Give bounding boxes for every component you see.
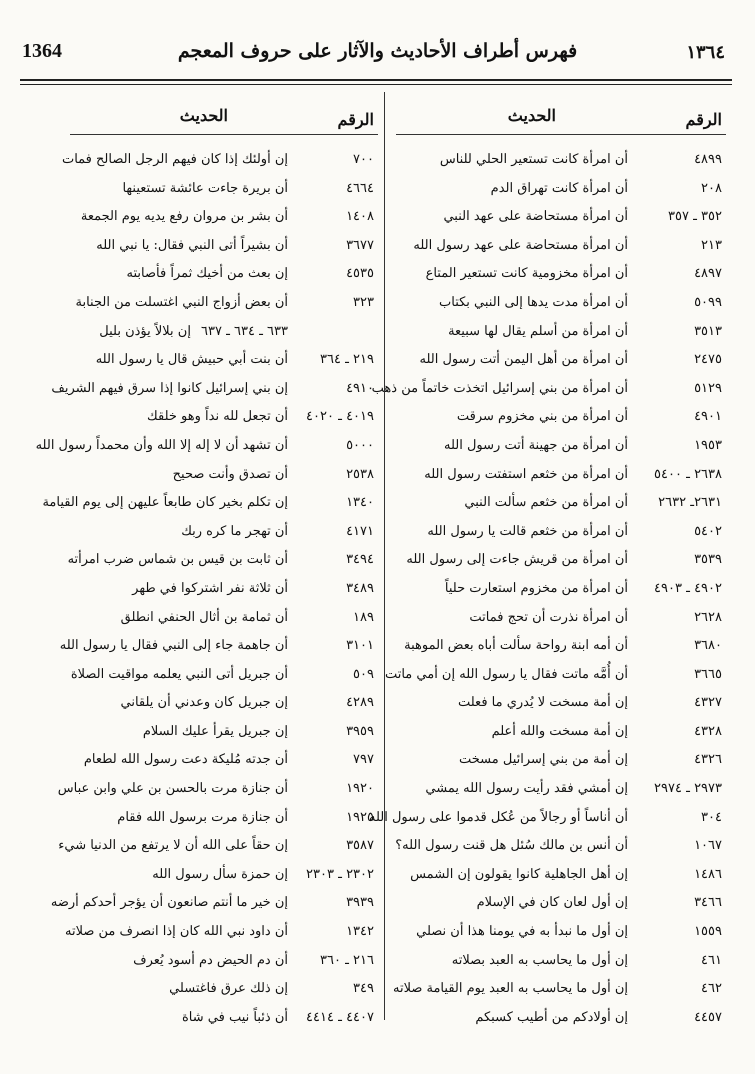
entry-number: ٤٨٩٧ [694, 266, 722, 282]
entry-text-inline: إن بلالاً يؤذن بليل [99, 323, 191, 339]
text-heading: الحديث [507, 106, 556, 125]
entry-number: ٤٩١٠ [346, 380, 374, 396]
index-entry [396, 461, 726, 490]
entry-text: أن ثابت بن قيس بن شماس ضرب امرأته [67, 552, 288, 568]
text-heading: الحديث [179, 106, 228, 125]
entry-number: ٣٩٣٩ [346, 895, 374, 911]
entry-number: ٤٢٨٩ [346, 695, 374, 711]
entry-number: ٤٤٠٧ ـ ٤٤١٤ [306, 1009, 374, 1025]
entry-text: إن جبريل يقرأ عليك السلام [142, 723, 288, 739]
entry-text: أن امرأة من أهل اليمن أتت رسول الله [419, 352, 628, 368]
index-entry [57, 775, 378, 804]
entry-text: أن امرأة من بني مخزوم سرقت [456, 409, 628, 425]
entry-number: ٢١٩ ـ ٣٦٤ [320, 352, 374, 368]
index-entry [396, 689, 726, 718]
entry-number: ٢١٣ [701, 237, 722, 253]
entry-text: إن جبريل كان وعدني أن يلقاني [120, 695, 288, 711]
entry-number: ٤٣٢٧ [694, 695, 722, 711]
index-entry [396, 546, 726, 575]
entry-text: أن جنازة مرت بالحسن بن علي وابن عباس [57, 781, 288, 797]
index-entry [70, 403, 378, 432]
entry-text: أن جدته مُليكة دعت رسول الله لطعام [83, 752, 288, 768]
entry-text: أن امرأة كانت تهراق الدم [490, 180, 628, 196]
index-entry [70, 661, 378, 690]
index-entry [396, 775, 726, 804]
index-entry [70, 689, 378, 718]
entry-number: ٢٥٣٨ [346, 466, 374, 482]
entry-text: أن بنت أبي حبيش قال يا رسول الله [95, 352, 288, 368]
index-entry [396, 260, 726, 289]
entry-text: أن أمه ابنة رواحة سألت أباه بعض الموهبة [404, 638, 628, 654]
entry-number: ٣٤٩ [353, 981, 374, 997]
entry-text: أن بريرة جاءت عائشة تستعينها [122, 180, 288, 196]
entry-number: ٤٥٣٥ [346, 266, 374, 282]
entry-text: أن تجعل لله نداً وهو خلقك [147, 409, 288, 425]
entry-number: ١٩٢٥ [346, 809, 374, 825]
index-entry [70, 518, 378, 547]
index-entry [396, 518, 726, 547]
index-entry [70, 346, 378, 375]
entry-number: ٣١٠١ [346, 638, 374, 654]
entry-text: أن تهجر ما كره ربك [181, 523, 288, 539]
entry-number: ٣٦٧٧ [346, 237, 374, 253]
entry-text: إن أول لعان كان في الإسلام [476, 895, 628, 911]
entry-number: ٢٦٣٨ ـ ٥٤٠٠ [654, 466, 722, 482]
index-entry [70, 575, 378, 604]
entry-text: إن أول ما نبدأ به في يومنا هذا أن نصلي [416, 924, 628, 940]
entry-number: ٤٣٢٨ [694, 723, 722, 739]
index-entry [70, 203, 378, 232]
index-entry [70, 232, 378, 261]
entry-number: ٤٣٢٦ [694, 752, 722, 768]
entry-number: ٢٤٧٥ [694, 352, 722, 368]
index-entry [396, 346, 726, 375]
entry-number: ٥٤٠٢ [694, 523, 722, 539]
index-entry [70, 604, 378, 633]
entry-text: أن امرأة من بني إسرائيل اتخذت خاتماً من ذهب [371, 380, 628, 396]
entry-text: إن أول ما يحاسب به العبد بصلاته [451, 952, 628, 968]
index-entry [70, 260, 378, 289]
entry-text: أن امرأة من قريش جاءت إلى رسول الله [406, 552, 628, 568]
column-header [70, 92, 378, 129]
entry-text: أن امرأة من خثعم سألت النبي [464, 495, 628, 511]
entry-number: ٣٥٨٧ [346, 838, 374, 854]
index-entry [59, 632, 378, 661]
index-entry [396, 604, 726, 633]
index-entry [396, 489, 726, 518]
entry-number: ٣٤٦٦ [694, 895, 722, 911]
entry-text: إن أول ما يحاسب به العبد يوم القيامة صلاته [392, 981, 628, 997]
index-entry [371, 375, 726, 404]
entry-text: أن جاهمة جاء إلى النبي فقال يا رسول الله [59, 638, 288, 654]
entry-text: أن امرأة مدت يدها إلى النبي بكتاب [439, 294, 628, 310]
entry-number: ١٤٠٨ [346, 209, 374, 225]
index-entry [70, 746, 378, 775]
column-divider [384, 92, 385, 1020]
entry-number: ١٩٥٣ [694, 437, 722, 453]
entry-text: أن امرأة كانت تستعير الحلي للناس [439, 152, 628, 167]
index-entry [70, 461, 378, 490]
index-entry [392, 975, 726, 1004]
entry-text: أن امرأة نذرت أن تحج فماتت [469, 609, 628, 625]
entry-text: أن امرأة من جهينة أتت رسول الله [444, 437, 628, 453]
index-entry [396, 889, 726, 918]
index-entry [396, 289, 726, 318]
entry-number: ٤٩٠١ [694, 409, 722, 425]
index-entry [35, 432, 378, 461]
entry-text: إن أمة من بني إسرائيل مسخت [459, 752, 628, 768]
entry-number: ٣٠٤ [701, 809, 722, 825]
entry-number: ١٠٦٧ [694, 838, 722, 854]
entry-text: أن امرأة مستحاضة على عهد رسول الله [413, 237, 628, 253]
heading-rule [70, 134, 378, 135]
entry-number: ٤٨٩٩ [694, 152, 722, 167]
entry-number: ٥٠٩٩ [694, 294, 722, 310]
entry-text: أن امرأة من خثعم قالت يا رسول الله [427, 523, 628, 539]
entry-number: ٣٩٥٩ [346, 723, 374, 739]
index-entry [70, 318, 378, 347]
entry-text: أن تشهد أن لا إله إلا الله وأن محمداً رسول الله [35, 437, 288, 453]
entry-number: ٤٤٥٧ [694, 1009, 722, 1025]
entry-number: ١٨٩ [353, 609, 374, 625]
entry-number: ١٣٤٠ [346, 495, 374, 511]
entry-text: أن ثمامة بن أثال الحنفي انطلق [120, 609, 288, 625]
index-entry [70, 861, 378, 890]
entry-number: ٥٠٠٠ [346, 437, 374, 453]
index-entry [396, 432, 726, 461]
entry-text: أن بعض أزواج النبي اغتسلت من الجنابة [75, 294, 288, 310]
index-entry [61, 146, 378, 175]
entry-number: ١٤٨٦ [694, 866, 722, 882]
entry-number: ٧٩٧ [353, 752, 374, 768]
index-entry [396, 718, 726, 747]
entry-number: ١٣٤٢ [346, 924, 374, 940]
entry-text: أن امرأة من خثعم استفتت رسول الله [424, 466, 628, 482]
index-entry [396, 175, 726, 204]
entry-number: ١٥٥٩ [694, 924, 722, 940]
entry-text: أن جنازة مرت برسول الله فقام [117, 809, 288, 825]
entry-number: ٣٥١٣ [694, 323, 722, 339]
entry-number: ٢٦٢٨ [694, 609, 722, 625]
index-entry [67, 546, 378, 575]
entry-text: أن ثلاثة نفر اشتركوا في طهر [132, 580, 288, 596]
index-entry [50, 889, 378, 918]
heading-rule [396, 134, 726, 135]
entry-text: أن أُمَّه ماتت فقال يا رسول الله إن أمي ماتت [384, 666, 628, 682]
entry-number: ٤٦٦٤ [346, 180, 374, 196]
index-entry [64, 918, 378, 947]
entry-number: ٢١٦ ـ ٣٦٠ [320, 952, 374, 968]
entry-text: إن خير ما أنتم صانعون أن يؤجر أحدكم أرضه [50, 895, 288, 911]
index-entry [70, 804, 378, 833]
entry-text: أن تصدق وأنت صحيح [172, 466, 288, 482]
index-entry [51, 375, 378, 404]
index-entry [70, 975, 378, 1004]
entry-text: أن امرأة مخزومية كانت تستعير المتاع [425, 266, 628, 282]
index-entry [396, 832, 726, 861]
entry-text: أن دم الحيض دم أسود يُعرف [133, 952, 288, 968]
index-entry [42, 489, 378, 518]
entry-number: ٥٠٩ [353, 666, 374, 682]
number-heading: الرقم [337, 110, 374, 129]
entry-text: أن أناساً أو رجالاً من عُكل قدموا على رسول الله [368, 809, 628, 825]
entry-number: ٢٦٣١ـ ٢٦٣٢ [658, 495, 722, 511]
entry-number: ٤٦٢ [701, 981, 722, 997]
entry-number: ٣٥٣٩ [694, 552, 722, 568]
index-entry [70, 947, 378, 976]
index-entry [70, 289, 378, 318]
entry-text: إن حقاً على الله أن لا يرتفع من الدنيا شيء [58, 838, 288, 854]
index-entry [396, 318, 726, 347]
index-entry [396, 746, 726, 775]
entry-text: أن ذئباً نيب في شاة [182, 1009, 288, 1025]
entry-text: إن بني إسرائيل كانوا إذا سرق فيهم الشريف [51, 380, 288, 396]
index-entry [396, 918, 726, 947]
entry-number: ٥١٢٩ [694, 380, 722, 396]
index-entry [396, 146, 726, 175]
entry-number: ٣٥٢ ـ ٣٥٧ [668, 209, 722, 225]
entry-text: إن بعث من أخيك ثمراً فأصابته [126, 266, 288, 282]
entry-number: ٧٠٠ [353, 152, 374, 167]
index-entry [396, 1004, 726, 1033]
entry-number: ١٩٢٠ [346, 781, 374, 797]
index-entry [368, 804, 726, 833]
entry-list [368, 146, 726, 1032]
index-entry [396, 203, 726, 232]
index-entry [396, 575, 726, 604]
entry-text: أن بشيراً أتى النبي فقال: يا نبي الله [96, 237, 288, 253]
page-title: فهرس أطراف الأحاديث والآثار على حروف المعجم [177, 40, 578, 62]
left-column [35, 92, 378, 1025]
entry-number-inline: ٦٣٣ ـ ٦٣٤ ـ ٦٣٧ [200, 323, 288, 339]
column-header [396, 92, 726, 129]
entry-text: أن جبريل أتى النبي يعلمه مواقيت الصلاة [70, 666, 288, 682]
entry-number: ٤١٧١ [346, 523, 374, 539]
index-entry [58, 832, 378, 861]
index-entry [70, 718, 378, 747]
entry-list [35, 146, 378, 1032]
page-number-left: 1364 [22, 40, 62, 62]
entry-text: إن أولئك إذا كان فيهم الرجل الصالح فمات [61, 152, 288, 167]
entry-text: أن أنس بن مالك سُئل هل قنت رسول الله؟ [395, 838, 628, 854]
index-entry [396, 947, 726, 976]
entry-number: ٢٠٨ [701, 180, 722, 196]
header-rule [20, 79, 732, 85]
entry-text: إن أولادكم من أطيب كسبكم [475, 1009, 628, 1025]
entry-number: ٤٩٠٢ ـ ٤٩٠٣ [654, 580, 722, 596]
entry-text: أن امرأة مستحاضة على عهد النبي [443, 209, 628, 225]
entry-number: ٣٤٨٩ [346, 580, 374, 596]
number-heading: الرقم [685, 110, 722, 129]
entry-text: إن ذلك عرق فاغتسلي [169, 981, 288, 997]
entry-number: ٣٤٩٤ [346, 552, 374, 568]
index-entry [396, 403, 726, 432]
entry-text: إن أهل الجاهلية كانوا يقولون إن الشمس [410, 866, 628, 882]
entry-number: ٣٢٣ [353, 294, 374, 310]
entry-number: ٣٦٦٥ [694, 666, 722, 682]
index-entry [384, 661, 726, 690]
entry-number: ٢٩٧٣ ـ ٢٩٧٤ [654, 781, 722, 797]
index-entry [396, 232, 726, 261]
index-entry [396, 861, 726, 890]
entry-number: ٣٦٨٠ [694, 638, 722, 654]
entry-text: أن امرأة من أسلم يقال لها سبيعة [448, 323, 628, 339]
index-entry [70, 1004, 378, 1033]
index-entry [70, 175, 378, 204]
entry-text: إن أمة مسخت والله أعلم [491, 723, 628, 739]
entry-number: ٤٠١٩ ـ ٤٠٢٠ [306, 409, 374, 425]
entry-text: أن بشر بن مروان رفع يديه يوم الجمعة [80, 209, 288, 225]
page-number-right: ١٣٦٤ [686, 42, 725, 63]
index-entry [396, 632, 726, 661]
entry-text: أن امرأة من مخزوم استعارت حلياً [444, 580, 628, 596]
entry-number: ٤٦١ [701, 952, 722, 968]
entry-text: إن أمة مسخت لا يُدري ما فعلت [457, 695, 628, 711]
entry-text [99, 318, 288, 346]
entry-number: ٢٣٠٢ ـ ٢٣٠٣ [306, 866, 374, 882]
entry-text: إن حمزة سأل رسول الله [152, 866, 288, 882]
entry-text: إن أمشي فقد رأيت رسول الله يمشي [425, 781, 628, 797]
entry-text: إن تكلم بخير كان طابعاً عليهن إلى يوم القيامة [42, 495, 288, 511]
right-column [368, 92, 726, 1025]
entry-text: أن داود نبي الله كان إذا انصرف من صلاته [64, 924, 288, 940]
